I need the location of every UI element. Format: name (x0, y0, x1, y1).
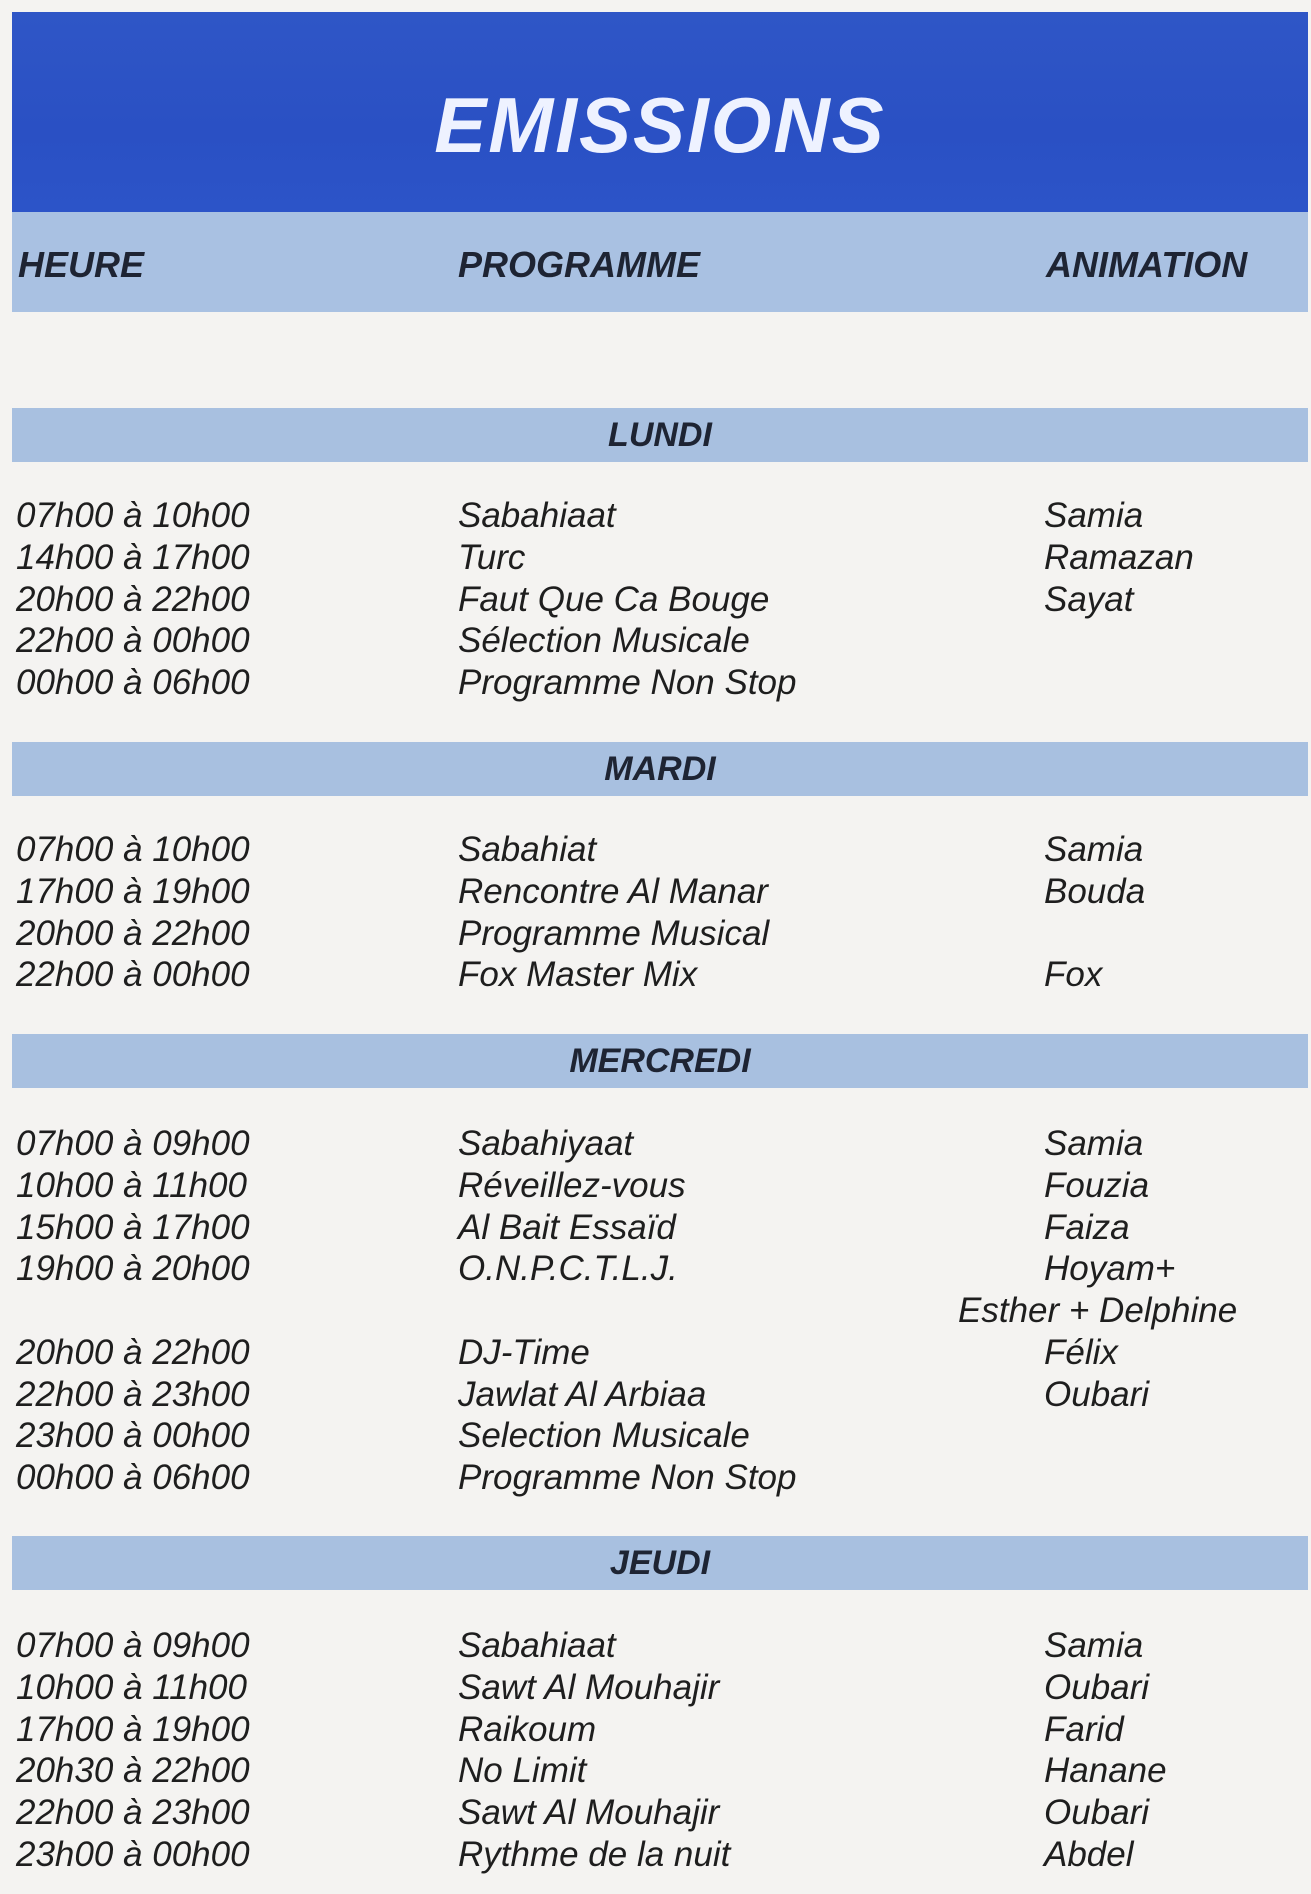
schedule-row (0, 1668, 1311, 1710)
time-cell: 22h00 à 00h00 (16, 955, 250, 995)
host-cell: Félix (1044, 1332, 1118, 1372)
program-cell: Programme Non Stop (458, 663, 797, 702)
time-cell: 14h00 à 17h00 (16, 537, 250, 577)
schedule-row (0, 496, 1311, 538)
program-cell: Jawlat Al Arbiaa (458, 1374, 707, 1414)
host-cell: Ramazan (1044, 537, 1194, 577)
day-header (12, 1034, 1308, 1088)
program-cell: Sawt Al Mouhajir (458, 1793, 720, 1832)
header-program: PROGRAMME (458, 244, 700, 285)
time-cell: 22h00 à 23h00 (16, 1793, 250, 1832)
schedule-row (0, 1835, 1311, 1877)
header-time: HEURE (18, 244, 145, 285)
schedule-row (0, 1166, 1311, 1208)
schedule-row (0, 1751, 1311, 1793)
time-cell: 10h00 à 11h00 (16, 1667, 247, 1707)
program-cell: Raikoum (458, 1709, 597, 1749)
schedule-row (0, 914, 1311, 956)
program-cell: Rythme de la nuit (458, 1834, 731, 1874)
schedule-row (0, 955, 1311, 997)
program-cell: DJ-Time (458, 1332, 590, 1372)
program-cell: No Limit (458, 1751, 587, 1791)
schedule-row (0, 1124, 1311, 1166)
title-banner (12, 12, 1308, 212)
program-cell: Faut Que Ca Bouge (458, 579, 770, 619)
schedule-row (0, 1333, 1311, 1375)
host-cell: Farid (1044, 1709, 1124, 1749)
schedule-row (0, 1458, 1311, 1500)
host-cell: Samia (1044, 496, 1144, 535)
program-cell: Sélection Musicale (458, 621, 750, 661)
column-header-bar (12, 212, 1308, 312)
time-cell: 19h00 à 20h00 (16, 1249, 250, 1289)
host-cell: Abdel (1044, 1834, 1134, 1874)
host-cell: Bouda (1044, 871, 1146, 911)
program-cell: Sabahiyaat (458, 1124, 634, 1163)
schedule-row (0, 1416, 1311, 1458)
program-cell: Sabahiat (458, 830, 597, 869)
program-cell: Al Bait Essaïd (458, 1207, 676, 1247)
day-header (12, 742, 1308, 796)
host-cell: Samia (1044, 830, 1144, 869)
schedule-row (0, 1208, 1311, 1250)
day-header (12, 1536, 1308, 1590)
day-label: JEUDI (609, 1544, 711, 1582)
time-cell: 22h00 à 23h00 (16, 1374, 250, 1414)
program-cell: Rencontre Al Manar (458, 871, 768, 911)
host-cell: Oubari (1044, 1374, 1150, 1414)
host-cell: Oubari (1044, 1793, 1150, 1832)
host-cell: Faiza (1044, 1207, 1130, 1247)
host-cell: Sayat (1044, 579, 1134, 619)
time-cell: 20h00 à 22h00 (16, 579, 250, 619)
time-cell: 07h00 à 10h00 (16, 496, 250, 535)
program-cell: Fox Master Mix (458, 955, 698, 995)
host-cell: Fox (1044, 955, 1103, 995)
day-label: MERCREDI (569, 1042, 751, 1080)
day-label: LUNDI (608, 416, 712, 454)
program-cell: Programme Non Stop (458, 1458, 797, 1497)
program-cell: Sabahiaat (458, 1626, 616, 1665)
time-cell: 17h00 à 19h00 (16, 1709, 250, 1749)
program-cell: Sabahiaat (458, 496, 616, 535)
schedule-row (0, 1249, 1311, 1291)
program-cell: O.N.P.C.T.L.J. (458, 1249, 678, 1289)
time-cell: 23h00 à 00h00 (16, 1416, 250, 1456)
host-cell: Oubari (1044, 1667, 1150, 1707)
schedule-row (0, 1375, 1311, 1417)
time-cell: 07h00 à 09h00 (16, 1626, 250, 1665)
program-cell: Selection Musicale (458, 1416, 750, 1456)
program-cell: Programme Musical (458, 913, 770, 953)
program-cell: Sawt Al Mouhajir (458, 1667, 720, 1707)
time-cell: 17h00 à 19h00 (16, 871, 250, 911)
time-cell: 23h00 à 00h00 (16, 1834, 250, 1874)
host-cell: Fouzia (1044, 1165, 1150, 1205)
host-cell: Hoyam+ (1044, 1249, 1176, 1289)
schedule-row (0, 872, 1311, 914)
time-cell: 07h00 à 10h00 (16, 830, 250, 869)
host-cell: Samia (1044, 1626, 1144, 1665)
time-cell: 20h00 à 22h00 (16, 913, 250, 953)
schedule-row (0, 1710, 1311, 1752)
time-cell: 00h00 à 06h00 (16, 663, 250, 702)
schedule-row (0, 580, 1311, 622)
time-cell: 20h00 à 22h00 (16, 1332, 250, 1372)
day-header (12, 408, 1308, 462)
time-cell: 15h00 à 17h00 (16, 1207, 250, 1247)
host-cell: Samia (1044, 1124, 1144, 1163)
header-host: ANIMATION (1046, 244, 1248, 285)
schedule-row (0, 830, 1311, 872)
program-cell: Réveillez-vous (458, 1165, 686, 1205)
time-cell: 22h00 à 00h00 (16, 621, 250, 661)
schedule-row (0, 621, 1311, 663)
time-cell: 07h00 à 09h00 (16, 1124, 250, 1163)
program-cell: Turc (458, 537, 526, 577)
schedule-row (0, 538, 1311, 580)
time-cell: 10h00 à 11h00 (16, 1165, 247, 1205)
time-cell: 00h00 à 06h00 (16, 1458, 250, 1497)
host-cell: Hanane (1044, 1751, 1167, 1791)
host-cell-continued: Esther + Delphine (958, 1291, 1238, 1330)
page-title: EMISSIONS (434, 81, 886, 169)
schedule-row (0, 663, 1311, 705)
schedule-row (0, 1793, 1311, 1835)
day-label: MARDI (604, 750, 716, 788)
schedule-row (0, 1626, 1311, 1668)
time-cell: 20h30 à 22h00 (16, 1751, 250, 1791)
